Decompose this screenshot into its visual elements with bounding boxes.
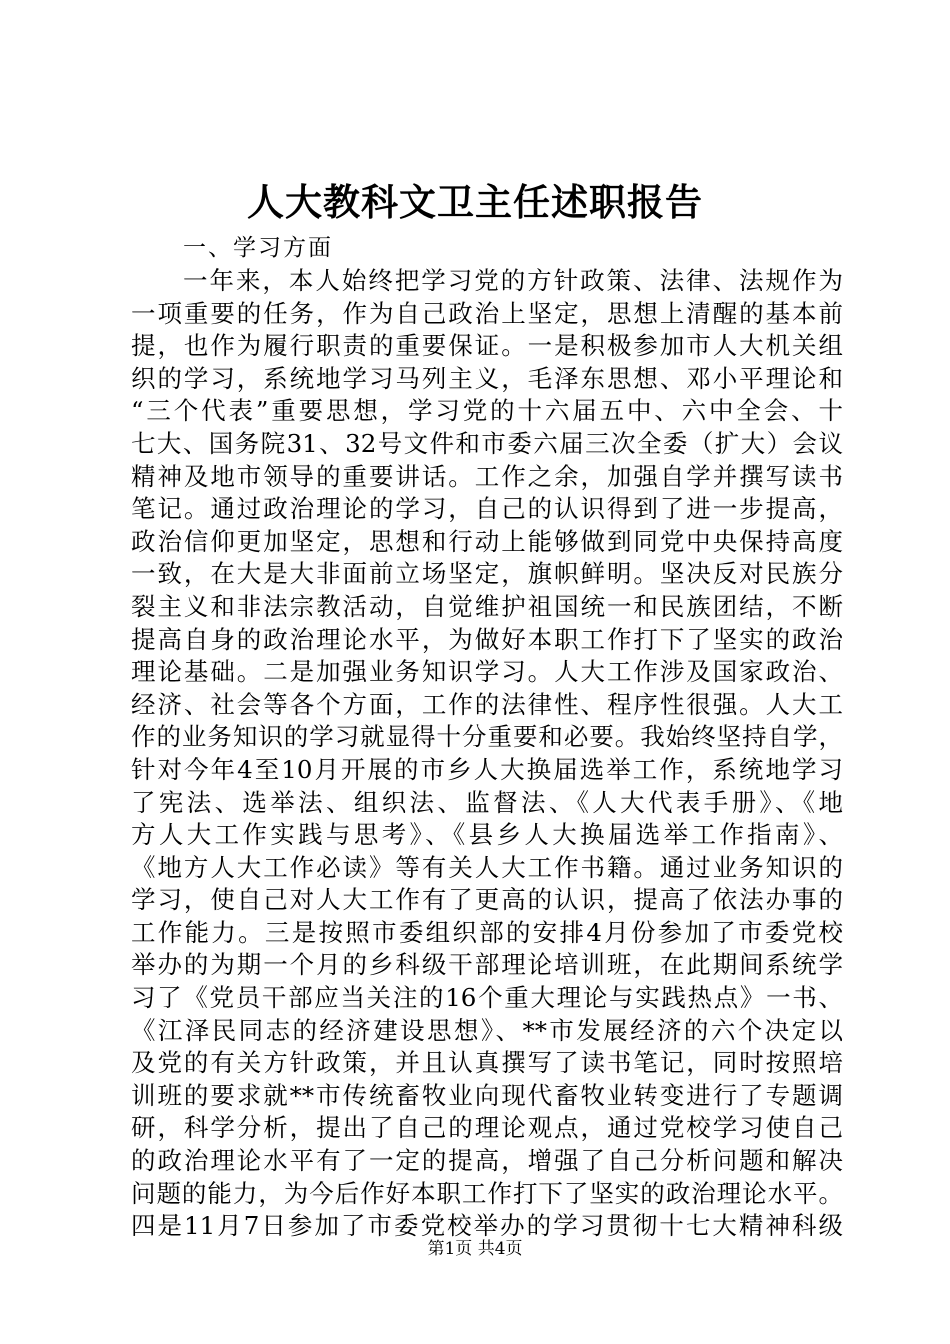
text-line: 一项重要的任务，作为自己政治上坚定，思想上清醒的基本前: [131, 298, 843, 328]
text-line: 《地方人大工作必读》等有关人大工作书籍。通过业务知识的: [131, 852, 843, 882]
section-heading: 一、学习方面: [183, 235, 333, 261]
text-line: 学习，使自己对人大工作有了更高的认识，提高了依法办事的: [131, 885, 843, 915]
text-line: 习了《党员干部应当关注的16个重大理论与实践热点》一书、: [131, 983, 843, 1013]
text-line: 及党的有关方针政策，并且认真撰写了读书笔记，同时按照培: [131, 1048, 843, 1078]
text-line: 针对今年4至10月开展的市乡人大换届选举工作，系统地学习: [131, 754, 843, 784]
text-line: 一年来，本人始终把学习党的方针政策、法律、法规作为: [183, 266, 843, 295]
text-line: 问题的能力，为今后作好本职工作打下了坚实的政治理论水平。: [131, 1178, 843, 1208]
text-line: 了宪法、选举法、组织法、监督法、《人大代表手册》、《地: [131, 787, 843, 817]
text-line: 提高自身的政治理论水平，为做好本职工作打下了坚实的政治: [131, 624, 843, 654]
text-line: 研，科学分析，提出了自己的理论观点，通过党校学习使自己: [131, 1113, 843, 1143]
text-line: 《江泽民同志的经济建设思想》、**市发展经济的六个决定以: [131, 1015, 843, 1045]
text-line: 织的学习，系统地学习马列主义，毛泽东思想、邓小平理论和: [131, 363, 843, 393]
text-line: 七大、国务院31、32号文件和市委六届三次全委（扩大）会议: [131, 428, 843, 458]
body-text: [131, 265, 843, 1243]
document-title: 人大教科文卫主任述职报告: [247, 180, 703, 224]
text-line: 训班的要求就**市传统畜牧业向现代畜牧业转变进行了专题调: [131, 1080, 843, 1110]
text-line: 工作能力。三是按照市委组织部的安排4月份参加了市委党校: [131, 917, 843, 947]
text-line: 经济、社会等各个方面，工作的法律性、程序性很强。人大工: [131, 689, 843, 719]
text-line: 理论基础。二是加强业务知识学习。人大工作涉及国家政治、: [131, 657, 843, 687]
text-line: 裂主义和非法宗教活动，自觉维护祖国统一和民族团结，不断: [131, 591, 843, 621]
text-line: 举办的为期一个月的乡科级干部理论培训班，在此期间系统学: [131, 950, 843, 980]
text-line: 方人大工作实践与思考》、《县乡人大换届选举工作指南》、: [131, 820, 843, 850]
text-line: 四是11月7日参加了市委党校举办的学习贯彻十七大精神科级: [131, 1211, 843, 1241]
page-footer: 第1页 共4页: [427, 1239, 523, 1259]
text-line: 一致，在大是大非面前立场坚定，旗帜鲜明。坚决反对民族分: [131, 559, 843, 589]
text-line: 的政治理论水平有了一定的提高，增强了自己分析问题和解决: [131, 1146, 843, 1176]
text-line: 精神及地市领导的重要讲话。工作之余，加强自学并撰写读书: [131, 461, 843, 491]
text-line: 笔记。通过政治理论的学习，自己的认识得到了进一步提高，: [131, 494, 843, 524]
text-line: 提，也作为履行职责的重要保证。一是积极参加市人大机关组: [131, 331, 843, 361]
text-line: 政治信仰更加坚定，思想和行动上能够做到同党中央保持高度: [131, 526, 843, 556]
text-line: “三个代表”重要思想，学习党的十六届五中、六中全会、十: [131, 396, 843, 426]
text-line: 作的业务知识的学习就显得十分重要和必要。我始终坚持自学，: [131, 722, 843, 752]
